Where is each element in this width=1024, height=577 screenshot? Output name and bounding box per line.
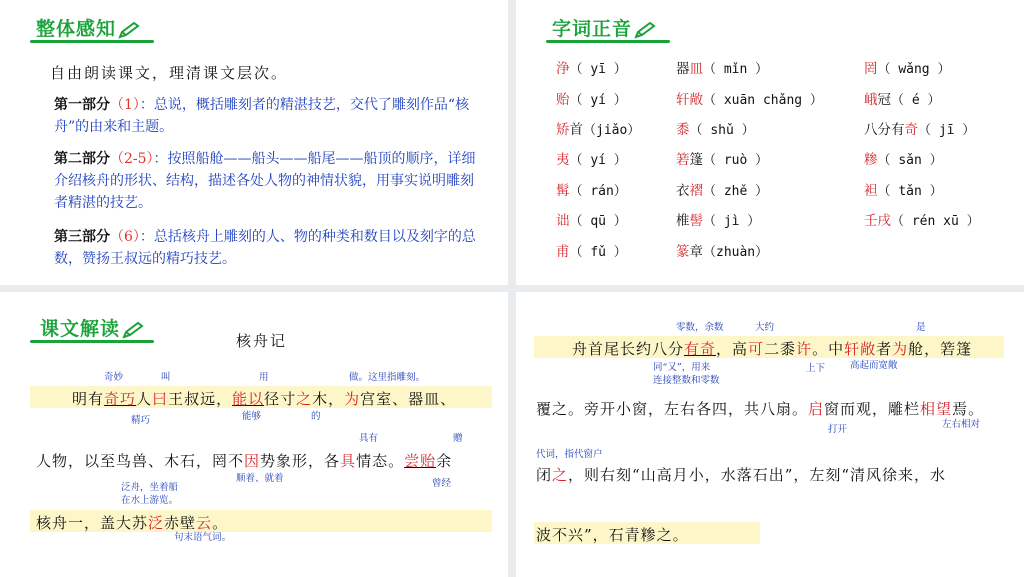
- vocab-ch: 髯: [556, 183, 570, 199]
- vocab-item: [864, 148, 943, 168]
- vocab-item: [556, 88, 627, 108]
- essay-line-1: 明有奇巧人曰王叔远，能以径寸之木，为宫室、器皿、: [72, 390, 457, 408]
- vocab-ch: 轩敞: [676, 92, 703, 108]
- note-de: 的: [311, 411, 321, 422]
- part-label: 第二部分: [54, 151, 110, 167]
- vocab-item: [676, 88, 823, 108]
- intro-text: 自由朗读课文，理清课文层次。: [50, 64, 289, 82]
- part-range: （2-5）: [110, 151, 154, 167]
- section-title: [36, 12, 140, 42]
- pencil-icon: [634, 21, 656, 39]
- title-text: 字词正音: [552, 17, 633, 40]
- vocab-item: [676, 118, 755, 138]
- title-text: 整体感知: [36, 17, 117, 40]
- vocab-py: （ yí ）: [569, 153, 627, 168]
- vocab-ch: 奇: [904, 122, 918, 138]
- note-nenggou: 能够: [242, 411, 262, 422]
- vocab-pre: 衣: [676, 183, 690, 199]
- essay-line-4: 波不兴”，石青糁之。: [536, 526, 689, 544]
- section-part-1: [54, 94, 484, 138]
- vocab-py: （ zhě ）: [703, 184, 769, 199]
- part-label: 第一部分: [54, 97, 110, 113]
- panel-text-reading: [0, 292, 508, 577]
- pencil-icon: [118, 21, 140, 39]
- panel-pronunciation: [516, 0, 1024, 285]
- note-jingqiao: 精巧: [131, 415, 151, 426]
- vocab-item: [556, 57, 627, 77]
- vocab-ch: 贻: [556, 92, 570, 108]
- vocab-item: [676, 179, 768, 199]
- note-gaoqi: 高起而宽敞: [850, 360, 898, 371]
- vocab-py: （ yī ）: [569, 62, 627, 77]
- vocab-post: 篷: [689, 152, 703, 168]
- part-range: （6）: [110, 229, 140, 245]
- note-zuo: 做。这里指雕刻。: [349, 372, 426, 383]
- note-zuoyou: 左右相对: [942, 419, 981, 430]
- vocab-ch: 糁: [864, 152, 878, 168]
- note-shi: 是: [916, 322, 926, 333]
- essay-line-2: 覆之。旁开小窗，左右各四，共八扇。启窗而观，雕栏相望焉。: [536, 400, 985, 418]
- vocab-item: [676, 57, 768, 77]
- vocab-py: （ tǎn ）: [877, 184, 943, 199]
- vocab-py: （ xuān chǎng ）: [703, 93, 823, 108]
- vocab-pre: 器: [676, 61, 690, 77]
- section-title: [552, 12, 656, 42]
- vocab-py: （ mǐn ）: [703, 62, 769, 77]
- pencil-icon: [122, 321, 144, 339]
- note-shunzhe: 顺着、就着: [236, 473, 284, 484]
- vocab-ch: 髻: [689, 213, 703, 229]
- vocab-py: （ qū ）: [569, 214, 627, 229]
- vocab-py: （ jī ）: [918, 123, 976, 138]
- title-underline: [30, 40, 154, 43]
- vocab-ch: 诎: [556, 213, 570, 229]
- vocab-ch: 袒: [864, 183, 878, 199]
- vocab-ch: 浄: [556, 61, 570, 77]
- vocab-ch: 皿: [689, 61, 703, 77]
- vocab-py: （ jì ）: [703, 214, 761, 229]
- panel-overview: [0, 0, 508, 285]
- vocab-item: [864, 57, 950, 77]
- vocab-item: [556, 179, 627, 199]
- note-shangxia: 上下: [806, 363, 826, 374]
- vocab-ch: 矫: [556, 122, 570, 138]
- vocab-item: [556, 240, 627, 260]
- note-daici: 代词，指代窗户: [536, 449, 603, 460]
- vocab-py: （ shǔ ）: [689, 123, 755, 138]
- note-jiao: 叫: [161, 372, 171, 383]
- note-lianjie: 连接整数和零数: [653, 375, 720, 386]
- essay-line-2: 人物，以至鸟兽、木石，罔不因势象形，各具情态。尝贻余: [36, 452, 453, 470]
- vocab-py: （ é ）: [891, 93, 941, 108]
- vocab-pre: 八分有: [864, 122, 905, 138]
- essay-line-3: 闭之，则右刻“山高月小，水落石出”，左刻“清风徐来，水: [536, 466, 947, 484]
- vocab-py: （ ruò ）: [703, 153, 769, 168]
- vocab-post: 首: [569, 122, 583, 138]
- vocab-py: （ yí ）: [569, 93, 627, 108]
- vocab-ch: 峨: [864, 92, 878, 108]
- vocab-item: [556, 118, 640, 138]
- vocab-py: （ rán）: [569, 184, 627, 199]
- vocab-py: （ fǔ ）: [569, 245, 627, 260]
- essay-title: 核舟记: [236, 332, 288, 350]
- vocab-py: （ wǎng ）: [877, 62, 951, 77]
- vocab-item: [676, 209, 760, 229]
- vocab-item: [864, 118, 975, 138]
- vocab-ch: 篆: [676, 244, 690, 260]
- section-title: [40, 312, 144, 342]
- note-yong: 用: [259, 372, 269, 383]
- section-part-3: [54, 226, 484, 270]
- part-text: ：总说，概括雕刻者的精湛技艺，交代了雕刻作品“核舟”的由来和主题。: [54, 97, 470, 135]
- title-underline: [30, 340, 154, 343]
- vocab-item: [864, 209, 980, 229]
- vocab-item: [556, 148, 627, 168]
- note-fanzhou: 泛舟，坐着船: [121, 482, 179, 493]
- note-tongyou: 同“又”，用来: [653, 362, 711, 373]
- vocab-pre: 椎: [676, 213, 690, 229]
- panel-text-reading-2: [516, 292, 1024, 577]
- note-cengjing: 曾经: [432, 478, 452, 489]
- note-qimiao: 奇妙: [104, 372, 124, 383]
- title-text: 课文解读: [40, 317, 121, 340]
- vocab-py: （zhuàn）: [703, 245, 769, 260]
- vocab-item: [676, 148, 768, 168]
- vocab-ch: 夷: [556, 152, 570, 168]
- vocab-ch: 黍: [676, 122, 690, 138]
- vocab-post: 章: [689, 244, 703, 260]
- note-juyou: 具有: [359, 433, 379, 444]
- vocab-py: （jiǎo）: [583, 123, 641, 138]
- note-lingshu: 零数，余数: [676, 322, 724, 333]
- title-underline: [546, 40, 670, 43]
- vocab-ch: 壬戌: [864, 213, 891, 229]
- vocab-item: [864, 88, 940, 108]
- vocab-ch: 褶: [689, 183, 703, 199]
- note-zeng: 赠: [453, 433, 463, 444]
- vocab-item: [556, 209, 627, 229]
- vocab-py: （ rén xū ）: [891, 214, 980, 229]
- part-label: 第三部分: [54, 229, 110, 245]
- part-range: （1）: [110, 97, 140, 113]
- essay-line-3: 核舟一，盖大苏泛赤壁云。: [36, 514, 229, 532]
- note-dakai: 打开: [828, 424, 848, 435]
- vocab-ch: 甫: [556, 244, 570, 260]
- vocab-ch: 箬: [676, 152, 690, 168]
- essay-line-1: 舟首尾长约八分有奇，高可二黍许。中轩敞者为舱，箬篷: [572, 340, 973, 358]
- note-jumo: 句末语气词。: [174, 532, 232, 543]
- vocab-item: [676, 240, 768, 260]
- section-part-2: [54, 148, 484, 214]
- vocab-py: （ sǎn ）: [877, 153, 943, 168]
- vocab-ch: 罔: [864, 61, 878, 77]
- vocab-post: 冠: [877, 92, 891, 108]
- vocab-item: [864, 179, 943, 199]
- part-text: ：总括核舟上雕刻的人、物的种类和数目以及刻字的总数，赞扬王叔远的精巧技艺。: [54, 229, 476, 267]
- note-dayue: 大约: [755, 322, 775, 333]
- note-shuishang: 在水上游览。: [121, 495, 179, 506]
- part-text: ：按照船舱——船头——船尾——船顶的顺序，详细介绍核舟的形状、结构，描述各处人物的神情状貌，用事实说明雕刻者精湛的技艺。: [54, 151, 476, 211]
